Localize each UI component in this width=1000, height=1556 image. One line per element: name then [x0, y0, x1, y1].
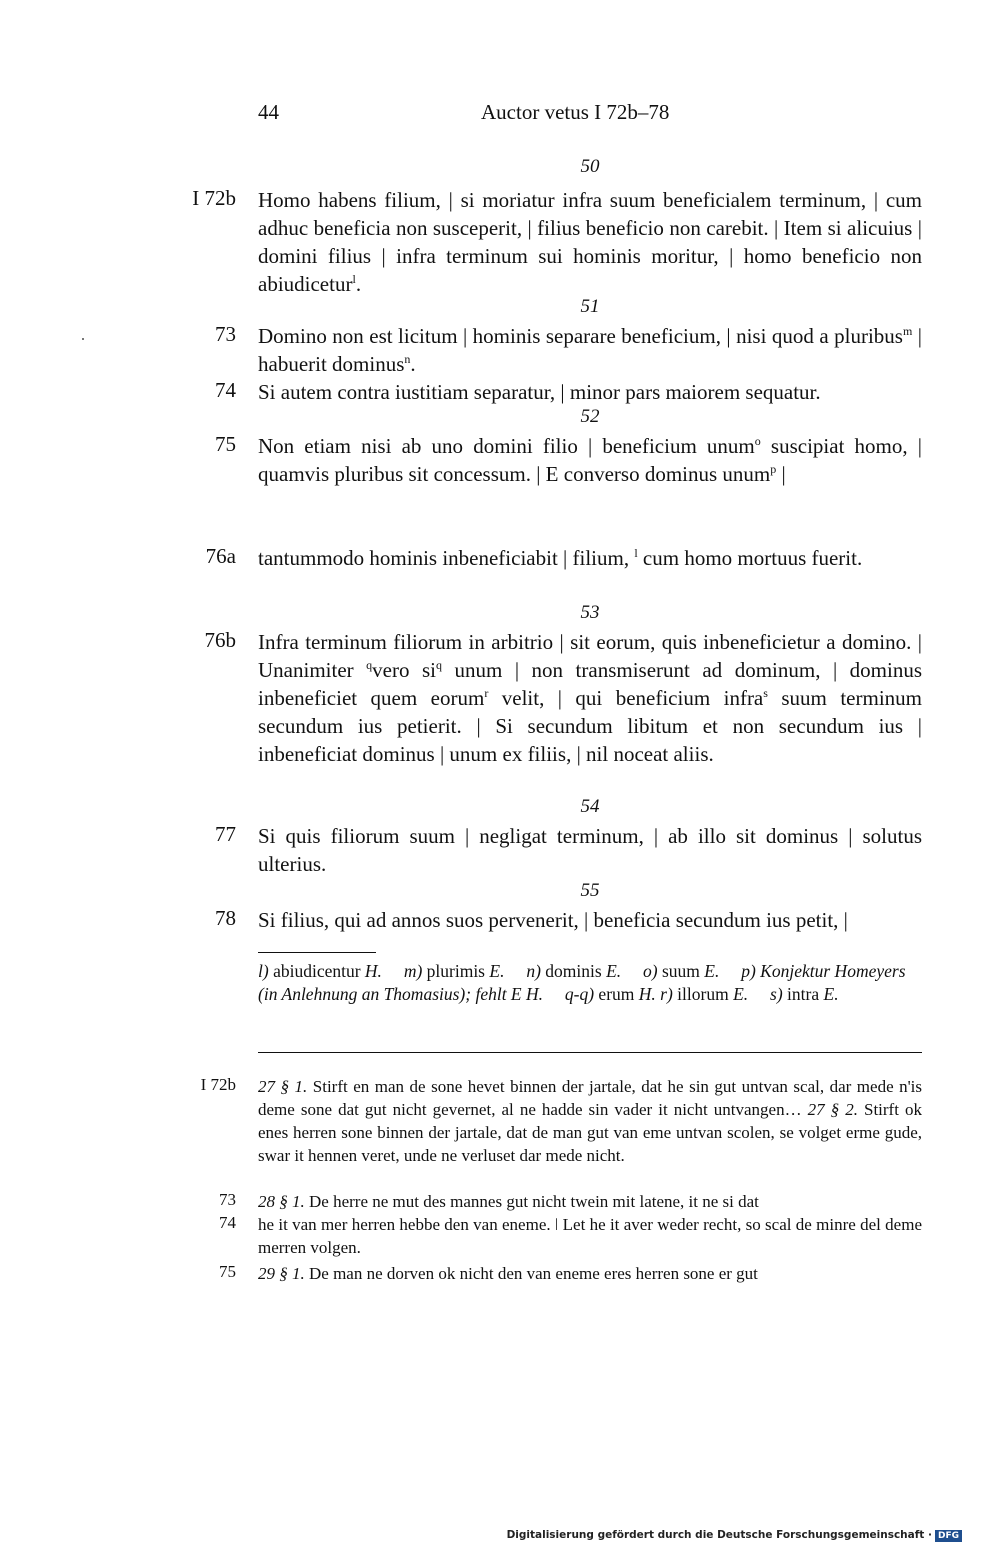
scan-speck — [82, 338, 84, 340]
line-label: 76b — [204, 628, 236, 652]
footnote-l: l) abiudicentur H. — [258, 961, 382, 981]
footnote-p: p) Konjektur Homeyers (in Anlehnung an Thomasius); fehlt E H. — [258, 961, 906, 1004]
section-number: 52 — [580, 406, 600, 427]
footnote-m: m) plurimis E. — [403, 961, 505, 981]
line-label: 74 — [215, 378, 236, 402]
page-number: 44 — [258, 100, 279, 124]
line-label: I 72b — [192, 186, 236, 210]
digitization-credit: Digitalisierung gefördert durch die Deutsche Forschungsgemeinschaft · DFG — [507, 1529, 962, 1542]
line-label: 75 — [215, 432, 236, 456]
section-number: 50 — [580, 156, 600, 177]
footnote-s: s) intra E. — [770, 984, 839, 1004]
latin-paragraph: Homo habens filium, | si moriatur infra suum beneficialem terminum, | cum adhuc beneficia non susceperit, | filius beneficio non carebit. | Item si alicuius | domini filius | infra terminum sui hominis moritur, | homo beneficio non abiudicetur$^l$. — [258, 188, 922, 296]
section-number: 51 — [580, 296, 600, 317]
line-label: 77 — [215, 822, 236, 846]
latin-paragraph: tantummodo hominis inbeneficiabit | filium, $^l$ cum homo mortuus fuerit. — [258, 546, 863, 570]
line-label: I 72b — [200, 1075, 236, 1094]
line-label: 74 — [219, 1213, 236, 1232]
footnote-o: o) suum E. — [643, 961, 720, 981]
latin-paragraph: Si autem contra iustitiam separatur, | minor pars maiorem sequatur. — [258, 380, 821, 404]
dfg-logo: DFG — [935, 1530, 962, 1542]
footnote-qq: q-q) erum H. — [564, 984, 656, 1004]
line-label: 73 — [215, 322, 236, 346]
line-label: 78 — [215, 906, 236, 930]
german-paragraph: 28 § 1. De herre ne mut des mannes gut nicht twein mit latene, it ne si dat — [258, 1192, 759, 1211]
footnote-n: n) dominis E. — [526, 961, 622, 981]
section-number: 54 — [580, 796, 600, 817]
section-number: 53 — [580, 602, 600, 623]
latin-paragraph: Infra terminum filiorum in arbitrio | sit eorum, quis inbeneficietur a domino. | Unanimiter $^q$vero $si^q$ unum | non transmiserunt ad dominum, | dominus inbeneficiet quem eorum$^r$ velit, | qui beneficium infra$^s$ suum terminum secundum ius petierit. | Si secundum libitum et non secundum ius | inbeneficiat dominus | unum ex filiis, | nil noceat aliis. — [258, 630, 923, 766]
latin-paragraph: Domino non est licitum | hominis separare beneficium, | nisi quod a pluribus$^m$ | habuerit dominus$^n$. — [258, 324, 922, 376]
latin-paragraph: Si filius, qui ad annos suos pervenerit, | beneficia secundum ius petit, | — [258, 908, 848, 932]
section-number: 55 — [580, 880, 600, 901]
german-paragraph: 29 § 1. De man ne dorven ok nicht den van eneme eres herren sone er gut — [258, 1264, 758, 1283]
line-label: 75 — [219, 1262, 236, 1281]
running-title: Auctor vetus I 72b–78 — [481, 100, 670, 124]
line-label: 76a — [205, 544, 236, 568]
footnote-rule — [258, 952, 376, 953]
latin-paragraph: Non etiam nisi ab uno domini filio | beneficium unum$^o$ suscipiat homo, | quamvis pluribus sit concessum. | E converso dominus unum$^p$ | — [258, 434, 922, 486]
section-rule — [258, 1052, 922, 1053]
footnote-r: r) illorum E. — [660, 984, 749, 1004]
latin-paragraph: Si quis filiorum suum | negligat terminum, | ab illo sit dominus | solutus ulterius. — [258, 824, 922, 876]
line-label: 73 — [219, 1190, 236, 1209]
german-paragraph: he it van mer herren hebbe den van eneme. ǀ Let he it aver weder recht, so scal de minre del deme merren volgen. — [258, 1215, 922, 1257]
footnotes — [258, 960, 922, 1006]
german-paragraph: 27 § 1. Stirft en man de sone hevet binnen der jartale, dat he sin gut untvan scal, dar mede n'is deme sone dat gut nicht gevernet, al ne hadde sin vader it nicht untvangen… 27 § 2. Stirft ok enes herren sone binnen der jartale, dat de man gut van eme untvan scolen, se volget erme gude, swar it hennen veret, unde ne verluset dar mede nicht. — [258, 1077, 923, 1165]
